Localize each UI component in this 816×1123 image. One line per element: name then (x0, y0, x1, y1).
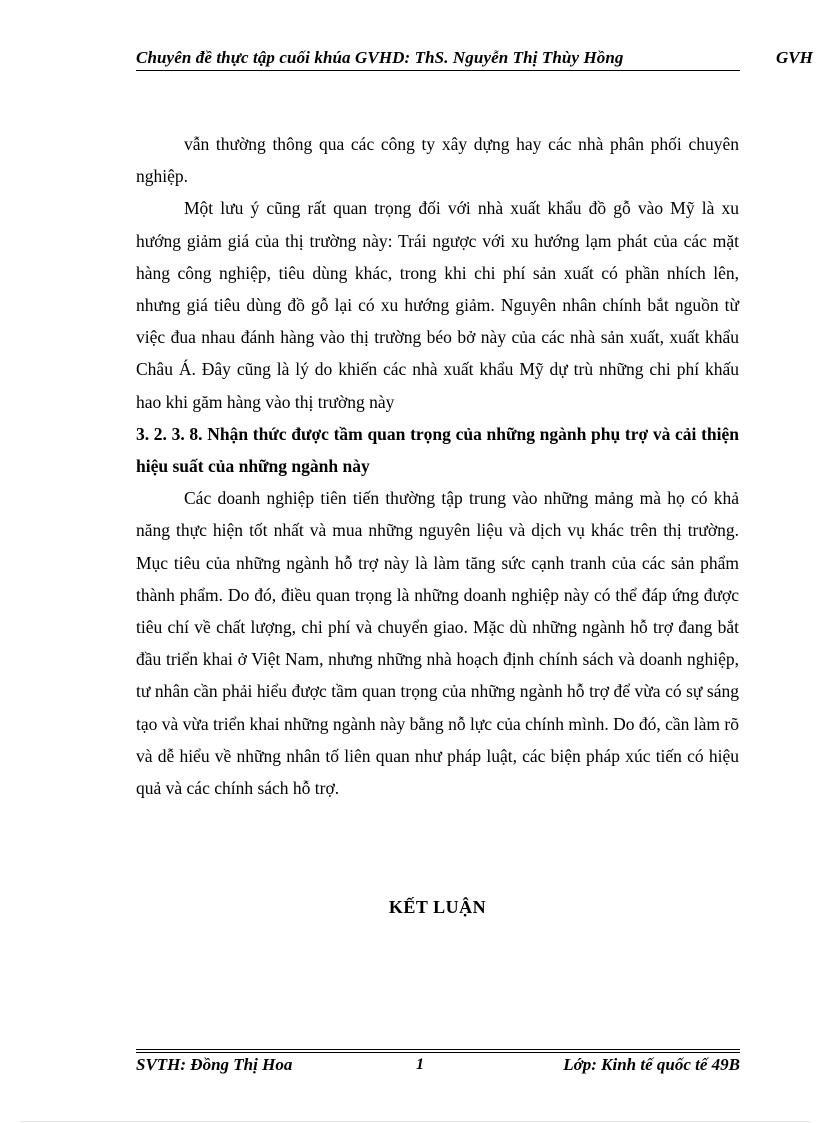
footer-rule-bottom (136, 1052, 740, 1053)
footer-class: Lớp: Kinh tế quốc tế 49B (563, 1055, 740, 1074)
footer-page-number: 1 (416, 1056, 424, 1073)
footer-rule-top (136, 1049, 740, 1050)
paragraph-1: vẫn thường thông qua các công ty xây dựng hay các nhà phân phối chuyên nghiệp. (136, 134, 739, 187)
header-overflow-text: GVH (776, 48, 813, 67)
conclusion-heading: KẾT LUẬN (388, 897, 487, 917)
footer-student-name: SVTH: Đồng Thị Hoa (136, 1055, 293, 1074)
header-rule (136, 70, 740, 71)
paragraph-2: Một lưu ý cũng rất quan trọng đối với nhà xuất khẩu đồ gỗ vào Mỹ là xu hướng giảm giá của thị trường này: Trái ngược với xu hướng lạm phát của các mặt hàng công nghiệp, tiêu dùng khác, trong khi chi phí sản xuất có phần nhích lên, nhưng giá tiêu dùng đồ gỗ lại có xu hướng giảm. Nguyên nhân chính bắt nguồn từ việc đua nhau đánh hàng vào thị trường béo bở này của các nhà sản xuất, xuất khẩu Châu Á. Đây cũng là lý do khiến các nhà xuất khẩu Mỹ dự trù những chi phí khấu hao khi găm hàng vào thị trường này (136, 198, 739, 412)
section-heading: 3. 2. 3. 8. Nhận thức được tầm quan trọng của những ngành phụ trợ và cải thiện hiệu suất của những ngành này (136, 423, 739, 477)
paragraph-3: Các doanh nghiệp tiên tiến thường tập trung vào những mảng mà họ có khả năng thực hiện tốt nhất và mua những nguyên liệu và dịch vụ khác trên thị trường. Mục tiêu của những ngành hỗ trợ này là làm tăng sức cạnh tranh của các sản phẩm thành phẩm. Do đó, điều quan trọng là những doanh nghiệp này có thể đáp ứng được tiêu chí về chất lượng, chi phí và chuyển giao. Mặc dù những ngành hỗ trợ đang bắt đầu triển khai ở Việt Nam, nhưng những nhà hoạch định chính sách và doanh nghiệp, tư nhân cần phải hiểu được tầm quan trọng của những ngành hỗ trợ để vừa có sự sáng tạo và vừa triển khai những ngành này bằng nỗ lực của chính mình. Do đó, cần làm rõ và dễ hiểu về những nhân tố liên quan như pháp luật, các biện pháp xúc tiến có hiệu quả và các chính sách hỗ trợ. (136, 488, 739, 799)
page-bottom-edge (20, 1121, 810, 1122)
header-title: Chuyên đề thực tập cuối khúa GVHD: ThS. Nguyễn Thị Thùy Hồng (136, 48, 624, 67)
body-text (136, 128, 739, 804)
